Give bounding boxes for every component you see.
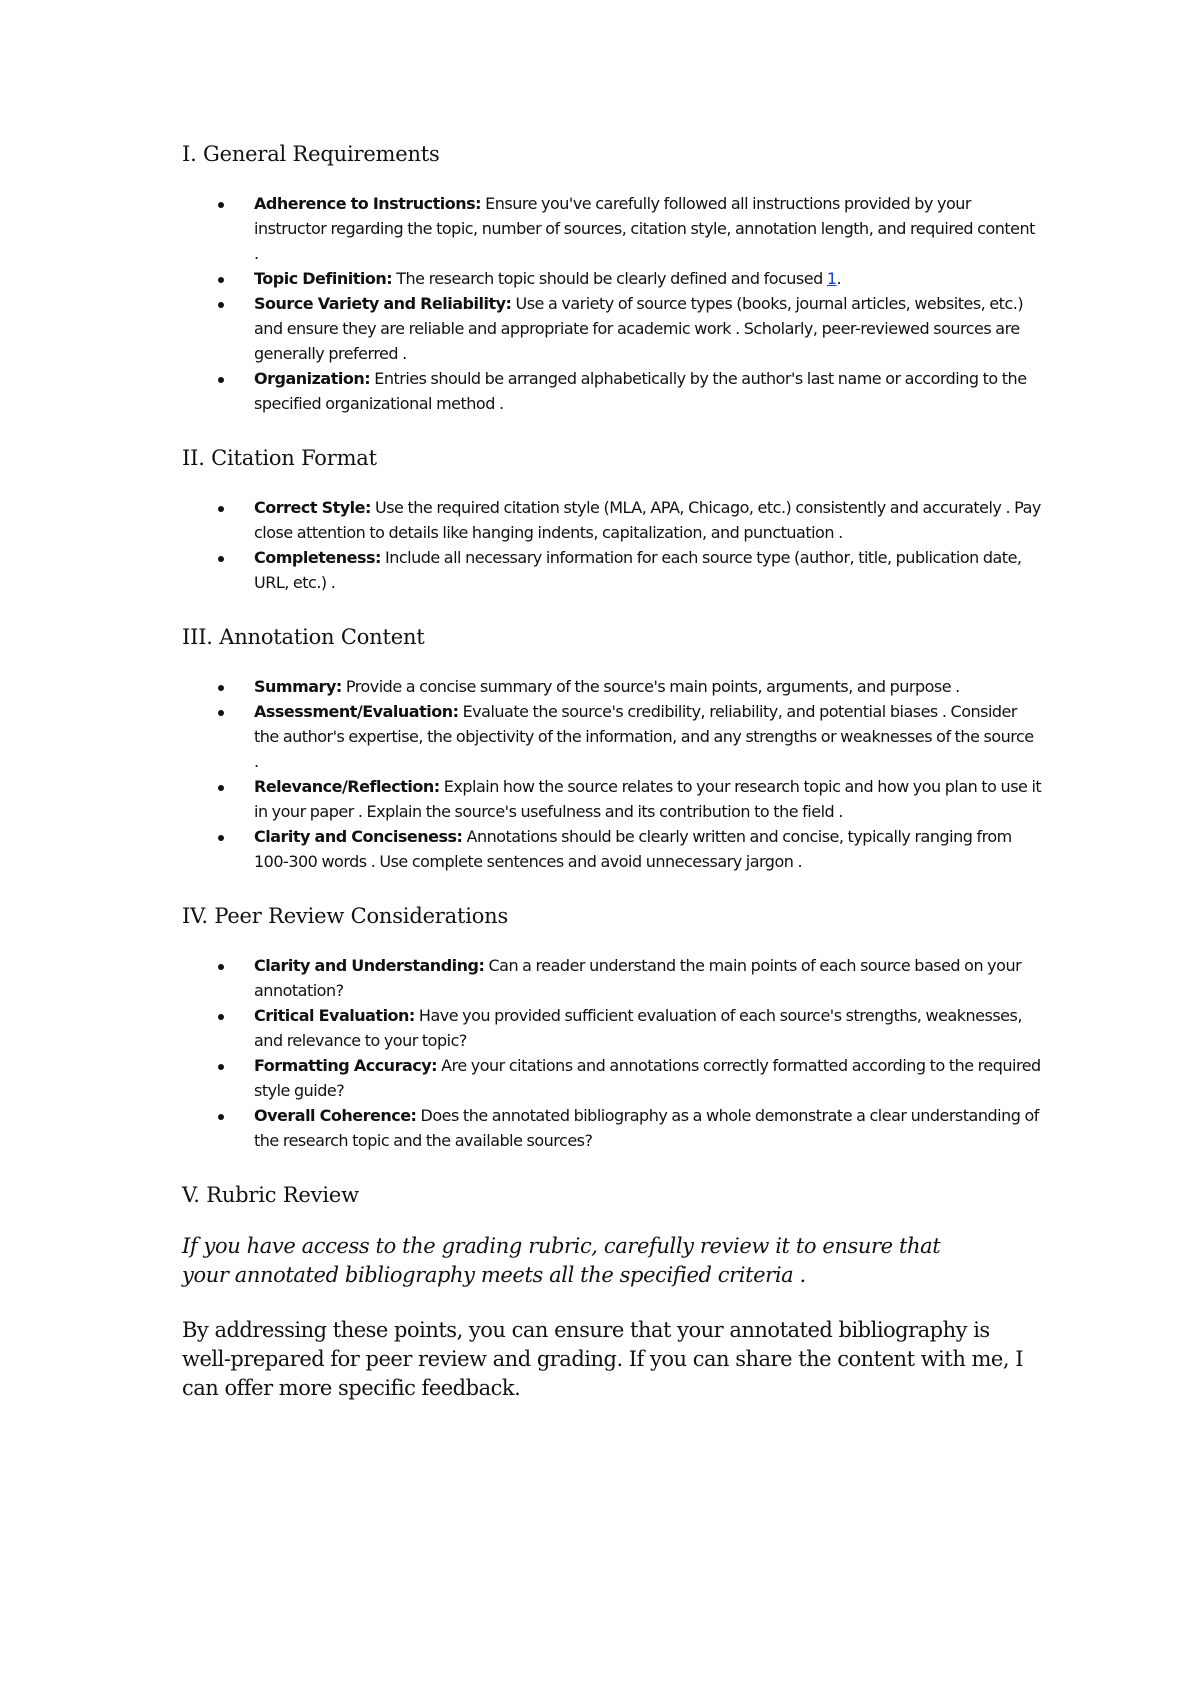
item-text: Are your citations and annotations correctly formatted according to the required style guide? (254, 1056, 1041, 1100)
list-item (254, 266, 1042, 291)
section-heading: IV. Peer Review Considerations (182, 904, 509, 928)
item-term: Adherence to Instructions: (254, 194, 482, 213)
item-text: Include all necessary information for each source type (author, title, publication date, URL, etc.) . (254, 548, 1022, 592)
item-term: Clarity and Conciseness: (254, 827, 463, 846)
item-term: Relevance/Reflection: (254, 777, 440, 796)
list-item (254, 699, 1042, 774)
section-annotation-content (182, 623, 1042, 874)
item-term: Clarity and Understanding: (254, 956, 485, 975)
list-item (254, 674, 1042, 699)
item-text: Entries should be arranged alphabetically by the author's last name or according to the specified organizational method . (254, 369, 1027, 413)
item-text: Provide a concise summary of the source's main points, arguments, and purpose . (341, 677, 960, 696)
item-text: Use a variety of source types (books, journal articles, websites, etc.) and ensure they are reliable and appropriate for academic work . Scholarly, peer-reviewed sources are generally preferred . (254, 294, 1024, 363)
list-item (254, 953, 1042, 1003)
bullet-list (182, 953, 1042, 1153)
item-term: Summary: (254, 677, 342, 696)
bullet-icon (218, 506, 224, 512)
item-term: Assessment/Evaluation: (254, 702, 459, 721)
section-citation-format (182, 444, 1042, 595)
list-item (254, 495, 1042, 545)
bullet-icon (218, 785, 224, 791)
item-text: Ensure you've carefully followed all instructions provided by your instructor regarding the topic, number of sources, citation style, annotation length, and required content . (254, 194, 1035, 263)
item-text: Use the required citation style (MLA, APA, Chicago, etc.) consistently and accurately . Pay close attention to details like hanging indents, capitalization, and punctuation . (254, 498, 1041, 542)
section-heading: I. General Requirements (182, 142, 440, 166)
bullet-icon (218, 835, 224, 841)
item-text: Have you provided sufficient evaluation of each source's strengths, weaknesses, and relevance to your topic? (254, 1006, 1022, 1050)
footnote-link[interactable]: 1 (826, 269, 837, 288)
item-term: Formatting Accuracy: (254, 1056, 438, 1075)
section-heading: V. Rubric Review (182, 1183, 359, 1207)
item-term: Source Variety and Reliability: (254, 294, 512, 313)
section-peer-review-considerations (182, 902, 1042, 1153)
bullet-icon (218, 710, 224, 716)
item-text: Does the annotated bibliography as a whole demonstrate a clear understanding of the research topic and the available sources? (254, 1106, 1039, 1150)
bullet-icon (218, 1014, 224, 1020)
bullet-icon (218, 302, 224, 308)
bullet-icon (218, 964, 224, 970)
bullet-list (182, 191, 1042, 416)
rubric-note: If you have access to the grading rubric, carefully review it to ensure that your annotated bibliography meets all the specified criteria . (182, 1234, 941, 1287)
bullet-icon (218, 556, 224, 562)
item-term: Organization: (254, 369, 371, 388)
item-text: Explain how the source relates to your research topic and how you plan to use it in your paper . Explain the source's usefulness and its contribution to the field . (254, 777, 1042, 821)
item-term: Topic Definition: (254, 269, 393, 288)
list-item (254, 191, 1042, 266)
section-general-requirements (182, 140, 1042, 416)
list-item (254, 1003, 1042, 1053)
section-rubric-review (182, 1181, 1042, 1403)
document-page (182, 140, 1042, 1431)
list-item (254, 545, 1042, 595)
section-heading: III. Annotation Content (182, 625, 425, 649)
item-text: The research topic should be clearly defined and focused (392, 269, 827, 288)
bullet-list (182, 495, 1042, 595)
item-term: Correct Style: (254, 498, 371, 517)
list-item (254, 774, 1042, 824)
item-term: Overall Coherence: (254, 1106, 417, 1125)
item-term: Completeness: (254, 548, 381, 567)
list-item (254, 366, 1042, 416)
list-item (254, 824, 1042, 874)
section-heading: II. Citation Format (182, 446, 377, 470)
item-text: Annotations should be clearly written and concise, typically ranging from 100-300 words . Use complete sentences and avoid unnecessary jargon . (254, 827, 1012, 871)
item-text-after: . (836, 269, 842, 288)
closing-paragraph: By addressing these points, you can ensure that your annotated bibliography is well-prepared for peer review and grading. If you can share the content with me, I can offer more specific feedback. (182, 1318, 1024, 1400)
bullet-list (182, 674, 1042, 874)
bullet-icon (218, 1064, 224, 1070)
bullet-icon (218, 202, 224, 208)
list-item (254, 291, 1042, 366)
list-item (254, 1103, 1042, 1153)
bullet-icon (218, 277, 224, 283)
list-item (254, 1053, 1042, 1103)
item-text: Evaluate the source's credibility, reliability, and potential biases . Consider the author's expertise, the objectivity of the information, and any strengths or weaknesses of the source . (254, 702, 1034, 771)
bullet-icon (218, 1114, 224, 1120)
bullet-icon (218, 377, 224, 383)
item-text: Can a reader understand the main points of each source based on your annotation? (254, 956, 1022, 1000)
bullet-icon (218, 685, 224, 691)
item-term: Critical Evaluation: (254, 1006, 415, 1025)
